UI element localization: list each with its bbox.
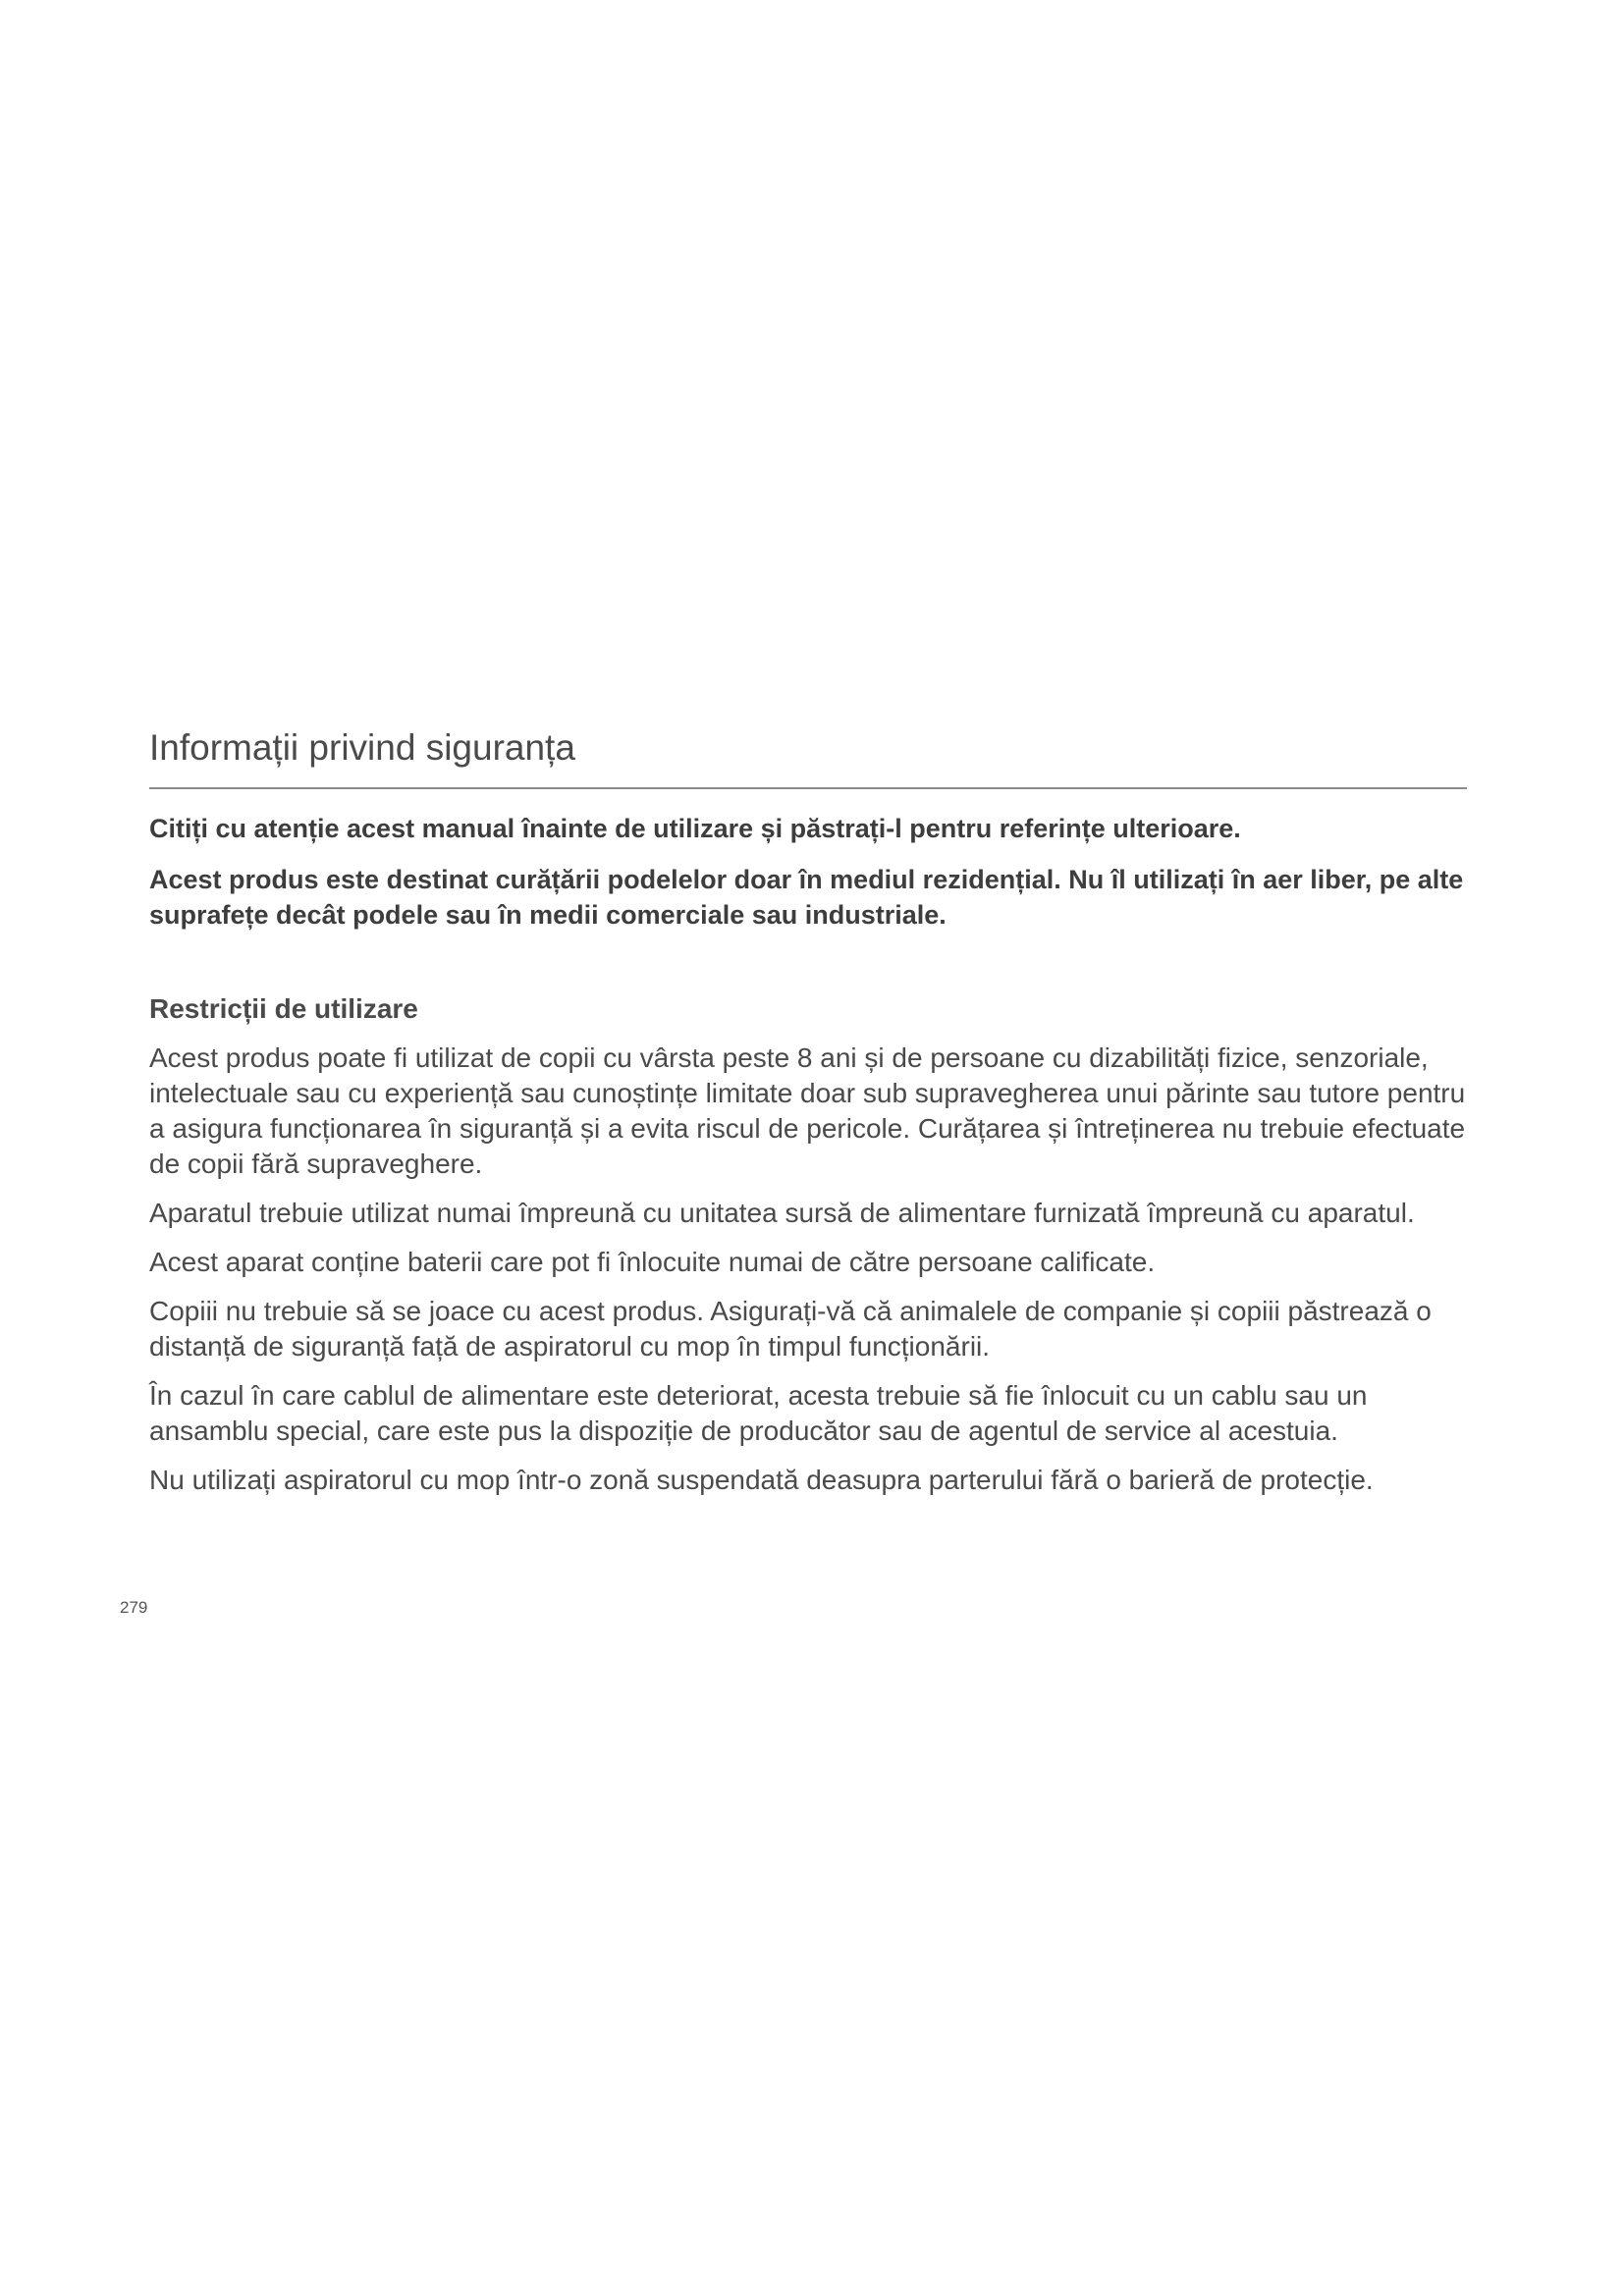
paragraph-elevated-area: Nu utilizați aspiratorul cu mop într-o zonă suspendată deasupra parterului fără o barieră de protecție.: [149, 1465, 1374, 1496]
paragraph-damaged-cable: În cazul în care cablul de alimentare este deteriorat, acesta trebuie să fie înlocuit cu un cablu sau un ansamblu special, care este pus la dispoziție de producător sau de agentul de service al acestuia.: [149, 1380, 1368, 1447]
intro-read-manual: Citiți cu atenție acest manual înainte de utilizare și păstrați-l pentru referințe ulterioare.: [149, 814, 1241, 844]
paragraph-children-supervision: Acest produs poate fi utilizat de copii cu vârsta peste 8 ani și de persoane cu dizabilități fizice, senzoriale, intelectuale sau cu experiență sau cunoștințe limitate doar sub supravegherea unui părinte sau tutore pentru a asigura funcționarea în siguranță și a evita riscul de pericole. Curățarea și întreținerea nu trebuie efectuate de copii fără supraveghere.: [149, 1042, 1466, 1180]
safety-section: [149, 726, 1467, 1498]
section-title: Informații privind siguranța: [149, 726, 1467, 789]
paragraph-batteries: Acest aparat conține baterii care pot fi înlocuite numai de către persoane calificate.: [149, 1247, 1156, 1278]
paragraph-children-pets: Copiii nu trebuie să se joace cu acest produs. Asigurați-vă că animalele de companie și copiii păstrează o distanță de siguranță față de aspiratorul cu mop în timpul funcționării.: [149, 1296, 1432, 1362]
page-number: 279: [120, 1598, 148, 1617]
intro-intended-use: Acest produs este destinat curățării podelelor doar în mediul rezidențial. Nu îl utilizați în aer liber, pe alte suprafețe decât podele sau în medii comerciale sau industriale.: [149, 865, 1464, 931]
usage-restrictions-heading: Restricții de utilizare: [149, 993, 418, 1025]
paragraph-power-supply: Aparatul trebuie utilizat numai împreună cu unitatea sursă de alimentare furnizată împreună cu aparatul.: [149, 1198, 1415, 1229]
